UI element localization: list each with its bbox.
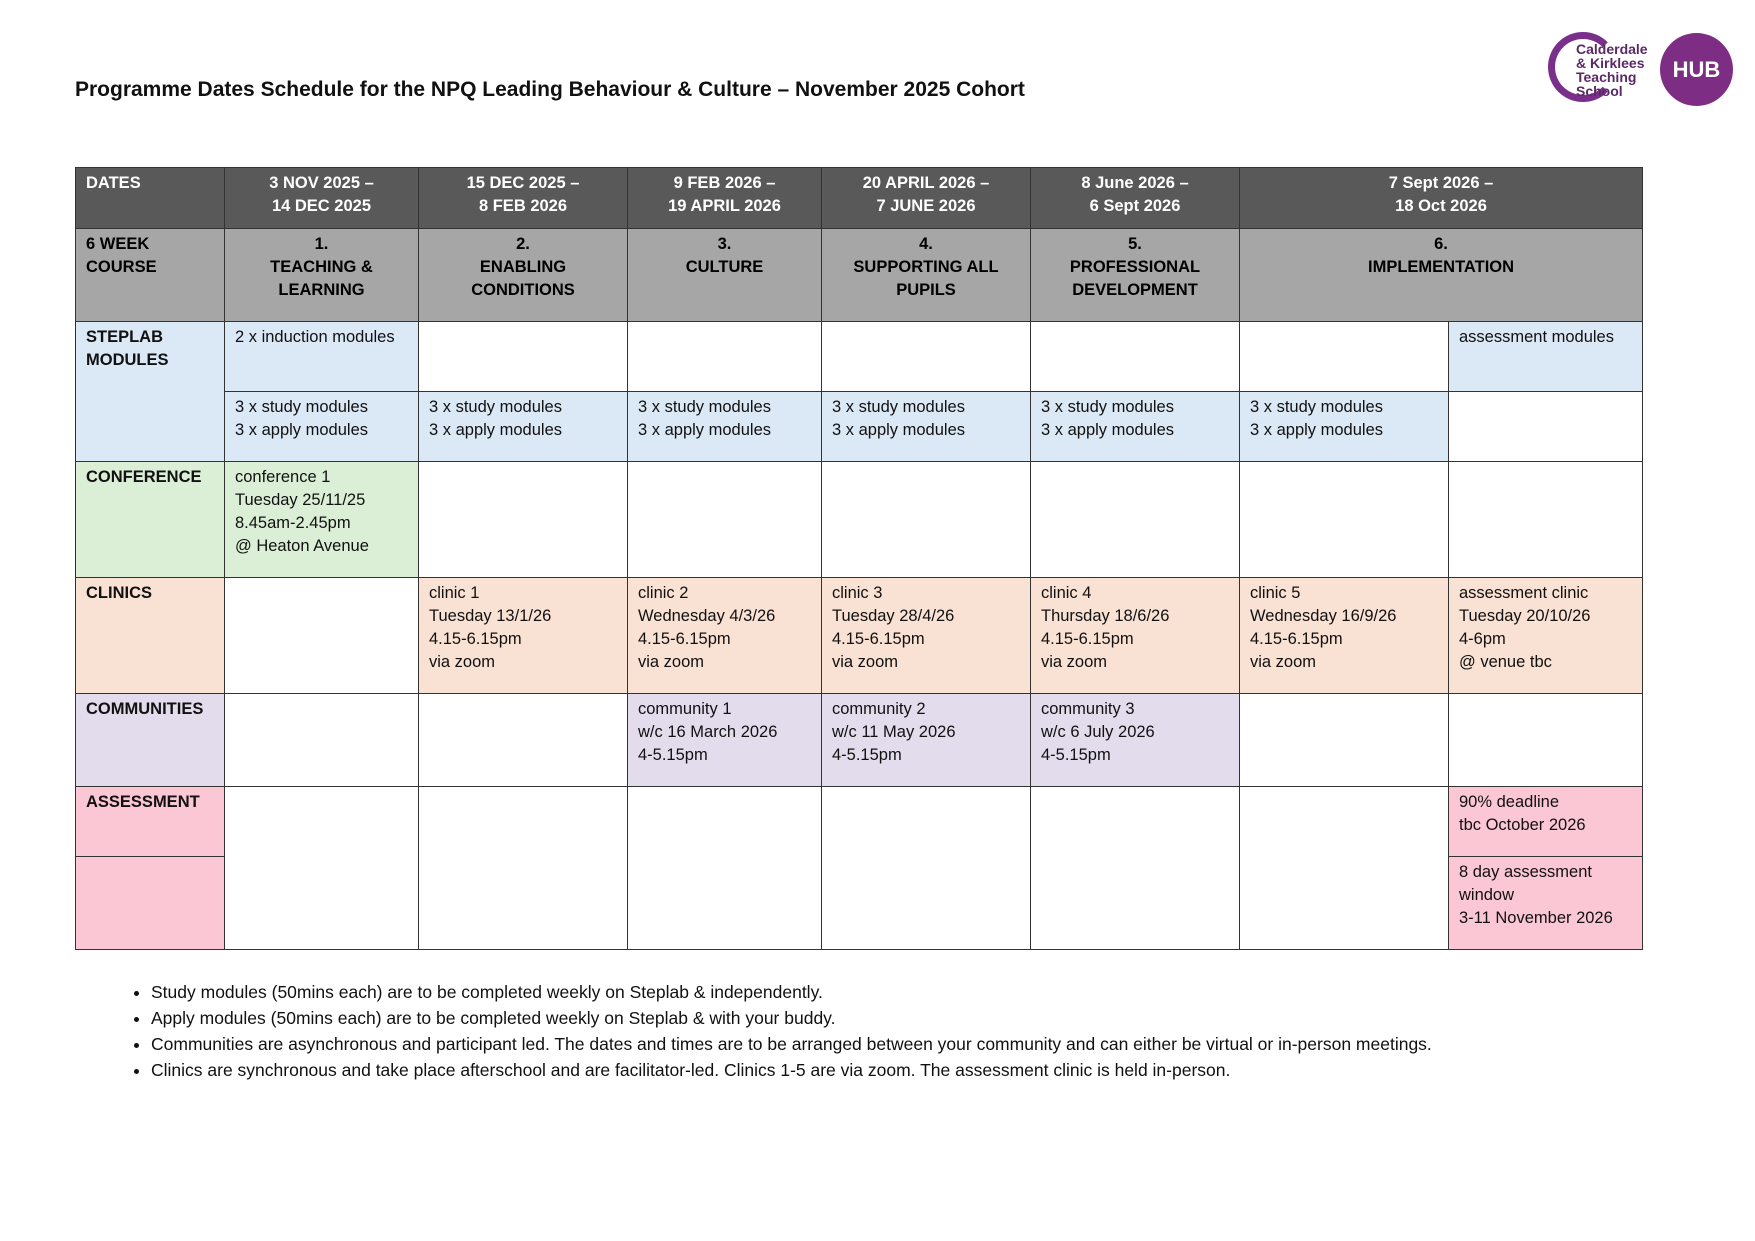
list-item: • Apply modules (50mins each) are to be completed weekly on Steplab & with your buddy. [151,1005,1432,1031]
course-2: 2. ENABLING CONDITIONS [419,229,628,322]
course-label: 6 WEEK COURSE [76,229,225,322]
logo-line: Calderdale [1576,41,1648,57]
empty-cell [1031,462,1240,578]
clinics-row [76,578,1643,694]
list-item: • Communities are asynchronous and participant led. The dates and times are to be arranged between your community and can either be virtual or in-person meetings. [151,1031,1432,1057]
empty-cell [419,694,628,787]
course-5: 5. PROFESSIONAL DEVELOPMENT [1031,229,1240,322]
course-3: 3. CULTURE [628,229,822,322]
empty-cell [225,578,419,694]
date-range-5: 8 June 2026 – 6 Sept 2026 [1031,168,1240,229]
empty-cell [1240,787,1449,950]
notes-list [108,979,1432,1083]
empty-cell [628,462,822,578]
empty-cell [419,787,628,950]
steplab-study-cell: 3 x study modules 3 x apply modules [1031,392,1240,462]
assessment-label-continued [76,857,225,950]
course-4: 4. SUPPORTING ALL PUPILS [822,229,1031,322]
assessment-clinic-cell: assessment clinic Tuesday 20/10/26 4-6pm @ venue tbc [1449,578,1643,694]
empty-cell [1031,322,1240,392]
steplab-assessment-cell: assessment modules [1449,322,1643,392]
assessment-deadline-cell: 90% deadline tbc October 2026 [1449,787,1643,857]
clinic-1-cell: clinic 1 Tuesday 13/1/26 4.15-6.15pm via zoom [419,578,628,694]
logo-text [1576,42,1648,98]
date-range-4: 20 APRIL 2026 – 7 JUNE 2026 [822,168,1031,229]
course-6: 6. IMPLEMENTATION [1240,229,1643,322]
date-range-3: 9 FEB 2026 – 19 APRIL 2026 [628,168,822,229]
logo-hub-badge: HUB [1660,33,1733,106]
steplab-induction-cell: 2 x induction modules [225,322,419,392]
community-3-cell: community 3 w/c 6 July 2026 4-5.15pm [1031,694,1240,787]
conference-1-cell: conference 1 Tuesday 25/11/25 8.45am-2.45pm @ Heaton Avenue [225,462,419,578]
communities-label: COMMUNITIES [76,694,225,787]
date-range-2: 15 DEC 2025 – 8 FEB 2026 [419,168,628,229]
empty-cell [822,462,1031,578]
steplab-study-cell: 3 x study modules 3 x apply modules [1240,392,1449,462]
empty-cell [225,694,419,787]
date-range-6: 7 Sept 2026 – 18 Oct 2026 [1240,168,1643,229]
steplab-study-cell: 3 x study modules 3 x apply modules [225,392,419,462]
logo-line: School [1576,83,1623,99]
assessment-window-cell: 8 day assessment window 3-11 November 2026 [1449,857,1643,950]
logo-line: Teaching [1576,69,1637,85]
schedule-table [75,167,1643,950]
assessment-label: ASSESSMENT [76,787,225,857]
community-2-cell: community 2 w/c 11 May 2026 4-5.15pm [822,694,1031,787]
empty-cell [1240,694,1449,787]
conference-row [76,462,1643,578]
empty-cell [419,322,628,392]
steplab-row-2 [76,392,1643,462]
clinic-4-cell: clinic 4 Thursday 18/6/26 4.15-6.15pm via zoom [1031,578,1240,694]
clinic-3-cell: clinic 3 Tuesday 28/4/26 4.15-6.15pm via zoom [822,578,1031,694]
steplab-study-cell: 3 x study modules 3 x apply modules [419,392,628,462]
assessment-row-1 [76,787,1643,857]
empty-cell [628,787,822,950]
empty-cell [1240,322,1449,392]
community-1-cell: community 1 w/c 16 March 2026 4-5.15pm [628,694,822,787]
empty-cell [1449,694,1643,787]
school-logo [1548,30,1738,110]
clinic-2-cell: clinic 2 Wednesday 4/3/26 4.15-6.15pm via zoom [628,578,822,694]
conference-label: CONFERENCE [76,462,225,578]
steplab-study-cell: 3 x study modules 3 x apply modules [628,392,822,462]
course-1: 1. TEACHING & LEARNING [225,229,419,322]
empty-cell [822,322,1031,392]
date-range-1: 3 NOV 2025 – 14 DEC 2025 [225,168,419,229]
list-item: • Clinics are synchronous and take place afterschool and are facilitator-led. Clinics 1-5 are via zoom. The assessment clinic is held in-person. [151,1057,1432,1083]
clinics-label: CLINICS [76,578,225,694]
page-title: Programme Dates Schedule for the NPQ Leading Behaviour & Culture – November 2025 Cohort [75,78,1025,101]
empty-cell [225,787,419,950]
list-item: • Study modules (50mins each) are to be completed weekly on Steplab & independently. [151,979,1432,1005]
logo-line: & Kirklees [1576,55,1645,71]
empty-cell [1449,392,1643,462]
course-row [76,229,1643,322]
clinic-5-cell: clinic 5 Wednesday 16/9/26 4.15-6.15pm via zoom [1240,578,1449,694]
communities-row [76,694,1643,787]
empty-cell [1449,462,1643,578]
empty-cell [822,787,1031,950]
empty-cell [628,322,822,392]
dates-row [76,168,1643,229]
empty-cell [1240,462,1449,578]
steplab-study-cell: 3 x study modules 3 x apply modules [822,392,1031,462]
empty-cell [1031,787,1240,950]
steplab-row-1 [76,322,1643,392]
empty-cell [419,462,628,578]
dates-label: DATES [76,168,225,229]
steplab-label: STEPLAB MODULES [76,322,225,462]
